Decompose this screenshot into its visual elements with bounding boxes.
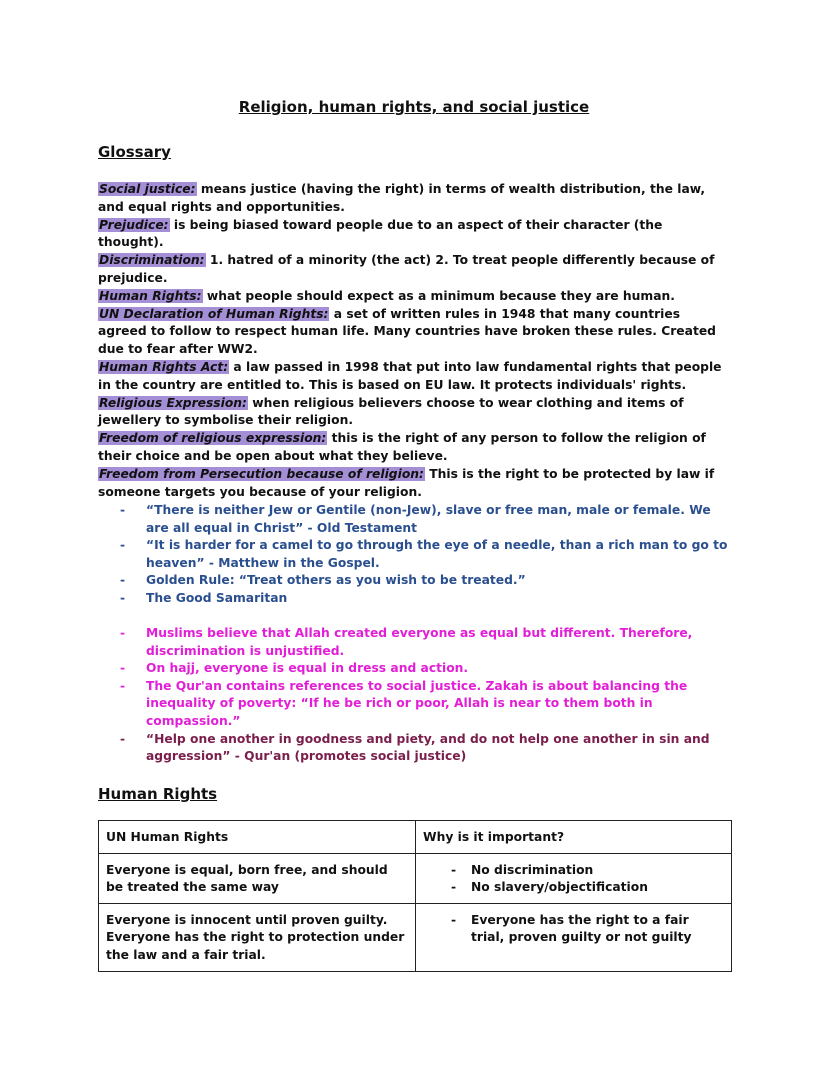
table-header-cell: Why is it important? [416,821,732,854]
list-item: - Muslims believe that Allah created everyone as equal but different. Therefore, discrimination is unjustified. [120,626,693,658]
glossary-definition: This is the right to be protected by law if someone targets you because of your religion. [98,466,715,499]
glossary-term: Human Rights: [99,288,202,303]
glossary-entry [98,466,730,502]
glossary-entry [98,359,730,395]
list-item: - “Help one another in goodness and piety, and do not help one another in sin and aggression” - Qur'an (promotes social justice) [120,731,710,764]
glossary-entry [98,306,730,359]
glossary-term: Freedom of religious expression: [99,431,327,446]
list-item: - “There is neither Jew or Gentile (non-Jew), slave or free man, male or female. We are all equal in Christ” - Old Testament [120,503,711,535]
muslim-beliefs-list [120,625,732,766]
glossary-definition: what people should expect as a minimum because they are human. [202,288,675,303]
glossary-term: Religious Expression: [99,395,247,410]
table-header-row [99,821,732,854]
list-item: - “It is harder for a camel to go through the eye of a needle, than a rich man to go to heaven” - Matthew in the Gospel. [120,538,728,570]
table-cell [416,903,732,971]
glossary-entry [98,217,730,253]
christian-beliefs-list [120,502,732,608]
glossary-entry [98,430,730,466]
human-rights-heading: Human Rights [98,785,218,803]
glossary-definition: a set of written rules in 1948 that many countries agreed to follow to respect human life. Many countries have broken these rules. Created due to fear after WW2. [98,306,716,357]
glossary-definition: is being biased toward people due to an aspect of their character (the thought). [98,217,663,250]
glossary-entry [98,288,730,306]
glossary-heading: Glossary [98,143,171,161]
glossary-term: Prejudice: [99,217,169,232]
glossary-definition: when religious believers choose to wear clothing and items of jewellery to symbolise their religion. [98,395,684,428]
glossary-term: Discrimination: [99,253,205,268]
reasons-list [423,862,724,897]
page-title: Religion, human rights, and social justice [238,98,590,116]
glossary-definition: this is the right of any person to follow the religion of their choice and be open about what they believe. [98,431,706,463]
glossary-definition: 1. hatred of a minority (the act) 2. To treat people differently because of prejudice. [98,253,715,285]
glossary-term: Social justice: [99,182,196,196]
list-item: - Everyone has the right to a fair trial, proven guilty or not guilty [451,912,692,945]
reasons-list [423,912,724,947]
table-cell: Everyone is equal, born free, and should be treated the same way [99,853,416,903]
list-item: - On hajj, everyone is equal in dress and action. [120,661,469,676]
list-item: - Golden Rule: “Treat others as you wish to be treated.” [120,573,526,588]
table-row [99,853,732,903]
human-rights-table [98,820,732,972]
list-item: - No discrimination [451,862,594,877]
table-cell: Everyone is innocent until proven guilty. Everyone has the right to protection under the law and a fair trial. [99,903,416,971]
list-item: - No slavery/objectification [451,880,648,895]
glossary-definition: means justice (having the right) in terms of wealth distribution, the law, and equal rights and opportunities. [98,182,705,214]
glossary-entry [98,252,730,288]
glossary-definition: a law passed in 1998 that put into law fundamental rights that people in the country are entitled to. This is based on EU law. It protects individuals' rights. [98,359,722,392]
glossary-term: UN Declaration of Human Rights: [99,306,329,321]
glossary-entry [98,395,730,431]
list-item: - The Good Samaritan [120,590,288,605]
glossary-list [98,181,730,501]
glossary-term: Freedom from Persecution because of religion: [99,466,424,481]
table-cell [416,853,732,903]
table-row [99,903,732,971]
glossary-entry [98,181,730,217]
table-header-cell: UN Human Rights [99,821,416,854]
list-item: - The Qur'an contains references to social justice. Zakah is about balancing the inequality of poverty: “If he be rich or poor, Allah is near to them both in compassion.” [120,678,688,728]
glossary-term: Human Rights Act: [99,359,229,374]
